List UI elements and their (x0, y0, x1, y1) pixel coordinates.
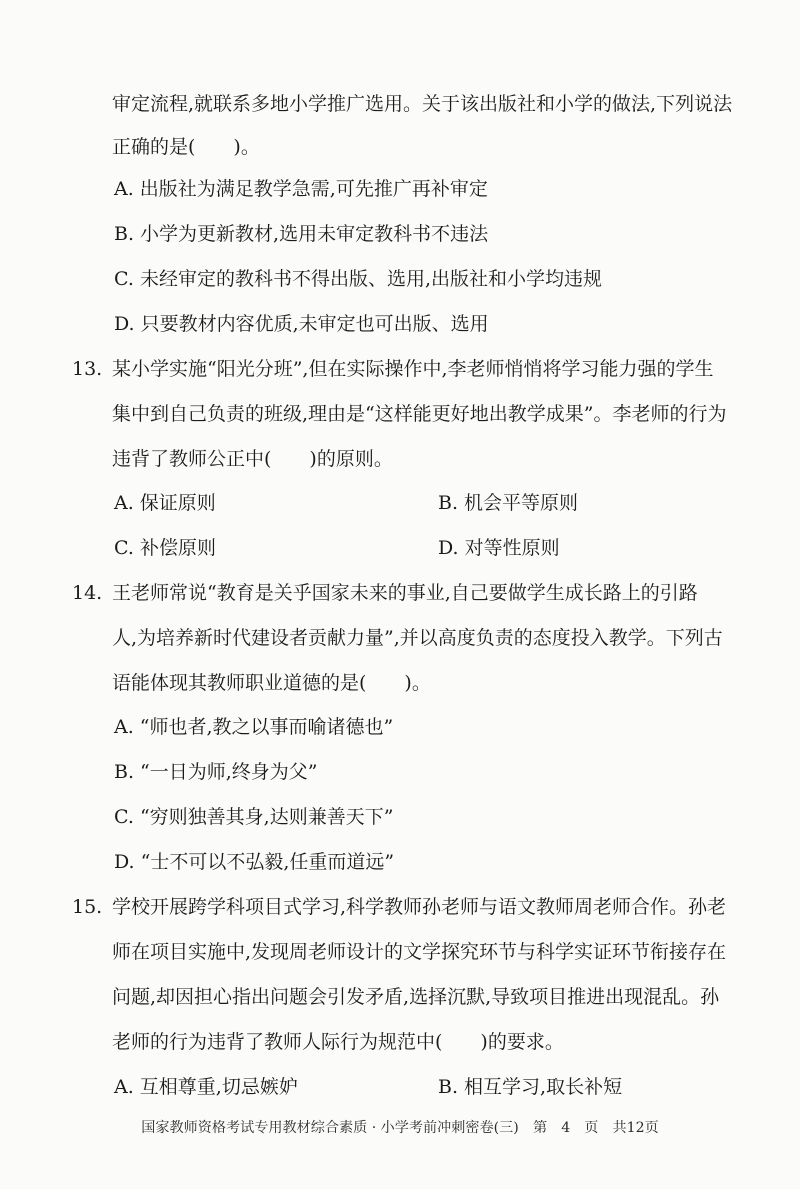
q14-option-b: B. “一日为师,终身为父” (114, 761, 318, 783)
q13-text-line3: 违背了教师公正中( )的原则。 (112, 448, 393, 470)
q13-text-line2: 集中到自己负责的班级,理由是“这样能更好地出教学成果”。李老师的行为 (112, 403, 727, 425)
q15-option-b: B. 相互学习,取长补短 (438, 1076, 623, 1098)
q13-option-a: A. 保证原则 (114, 492, 216, 514)
q12-option-a: A. 出版社为满足教学急需,可先推广再补审定 (114, 178, 488, 200)
q14-option-d: D. “士不可以不弘毅,任重而道远” (114, 851, 395, 873)
q15-option-a: A. 互相尊重,切忌嫉妒 (114, 1076, 298, 1098)
q13-option-b: B. 机会平等原则 (438, 492, 579, 514)
q12-option-d: D. 只要教材内容优质,未审定也可出版、选用 (114, 313, 489, 335)
page-footer: 国家教师资格考试专用教材综合素质 · 小学考前冲刺密卷(三) 第 4 页 共12页 (141, 1120, 659, 1136)
q15-text-line4: 老师的行为违背了教师人际行为规范中( )的要求。 (112, 1031, 564, 1053)
q13-option-d: D. 对等性原则 (438, 537, 560, 559)
q12-text-line2: 正确的是( )。 (112, 136, 260, 158)
q15-text-line1: 学校开展跨学科项目式学习,科学教师孙老师与语文教师周老师合作。孙老 (112, 896, 727, 918)
q14-text-line3: 语能体现其教师职业道德的是( )。 (112, 672, 431, 694)
q15-text-line3: 问题,却因担心指出问题会引发矛盾,选择沉默,导致项目推进出现混乱。孙 (112, 986, 720, 1008)
q15-number: 15. (72, 896, 103, 918)
q14-text-line2: 人,为培养新时代建设者贡献力量”,并以高度负责的态度投入教学。下列古 (112, 627, 723, 649)
q12-text-line1: 审定流程,就联系多地小学推广选用。关于该出版社和小学的做法,下列说法 (112, 93, 733, 115)
q14-option-a: A. “师也者,教之以事而喻诸德也” (114, 716, 394, 738)
q14-option-c: C. “穷则独善其身,达则兼善天下” (114, 806, 394, 828)
q13-number: 13. (72, 358, 103, 380)
q12-option-b: B. 小学为更新教材,选用未审定教科书不违法 (114, 223, 489, 245)
q15-text-line2: 师在项目实施中,发现周老师设计的文学探究环节与科学实证环节衔接存在 (112, 941, 727, 963)
q13-option-c: C. 补偿原则 (114, 537, 216, 559)
q14-number: 14. (72, 582, 103, 604)
q12-option-c: C. 未经审定的教科书不得出版、选用,出版社和小学均违规 (114, 268, 602, 290)
q14-text-line1: 王老师常说“教育是关乎国家未来的事业,自己要做学生成长路上的引路 (112, 582, 698, 604)
q13-text-line1: 某小学实施“阳光分班”,但在实际操作中,李老师悄悄将学习能力强的学生 (112, 358, 714, 380)
